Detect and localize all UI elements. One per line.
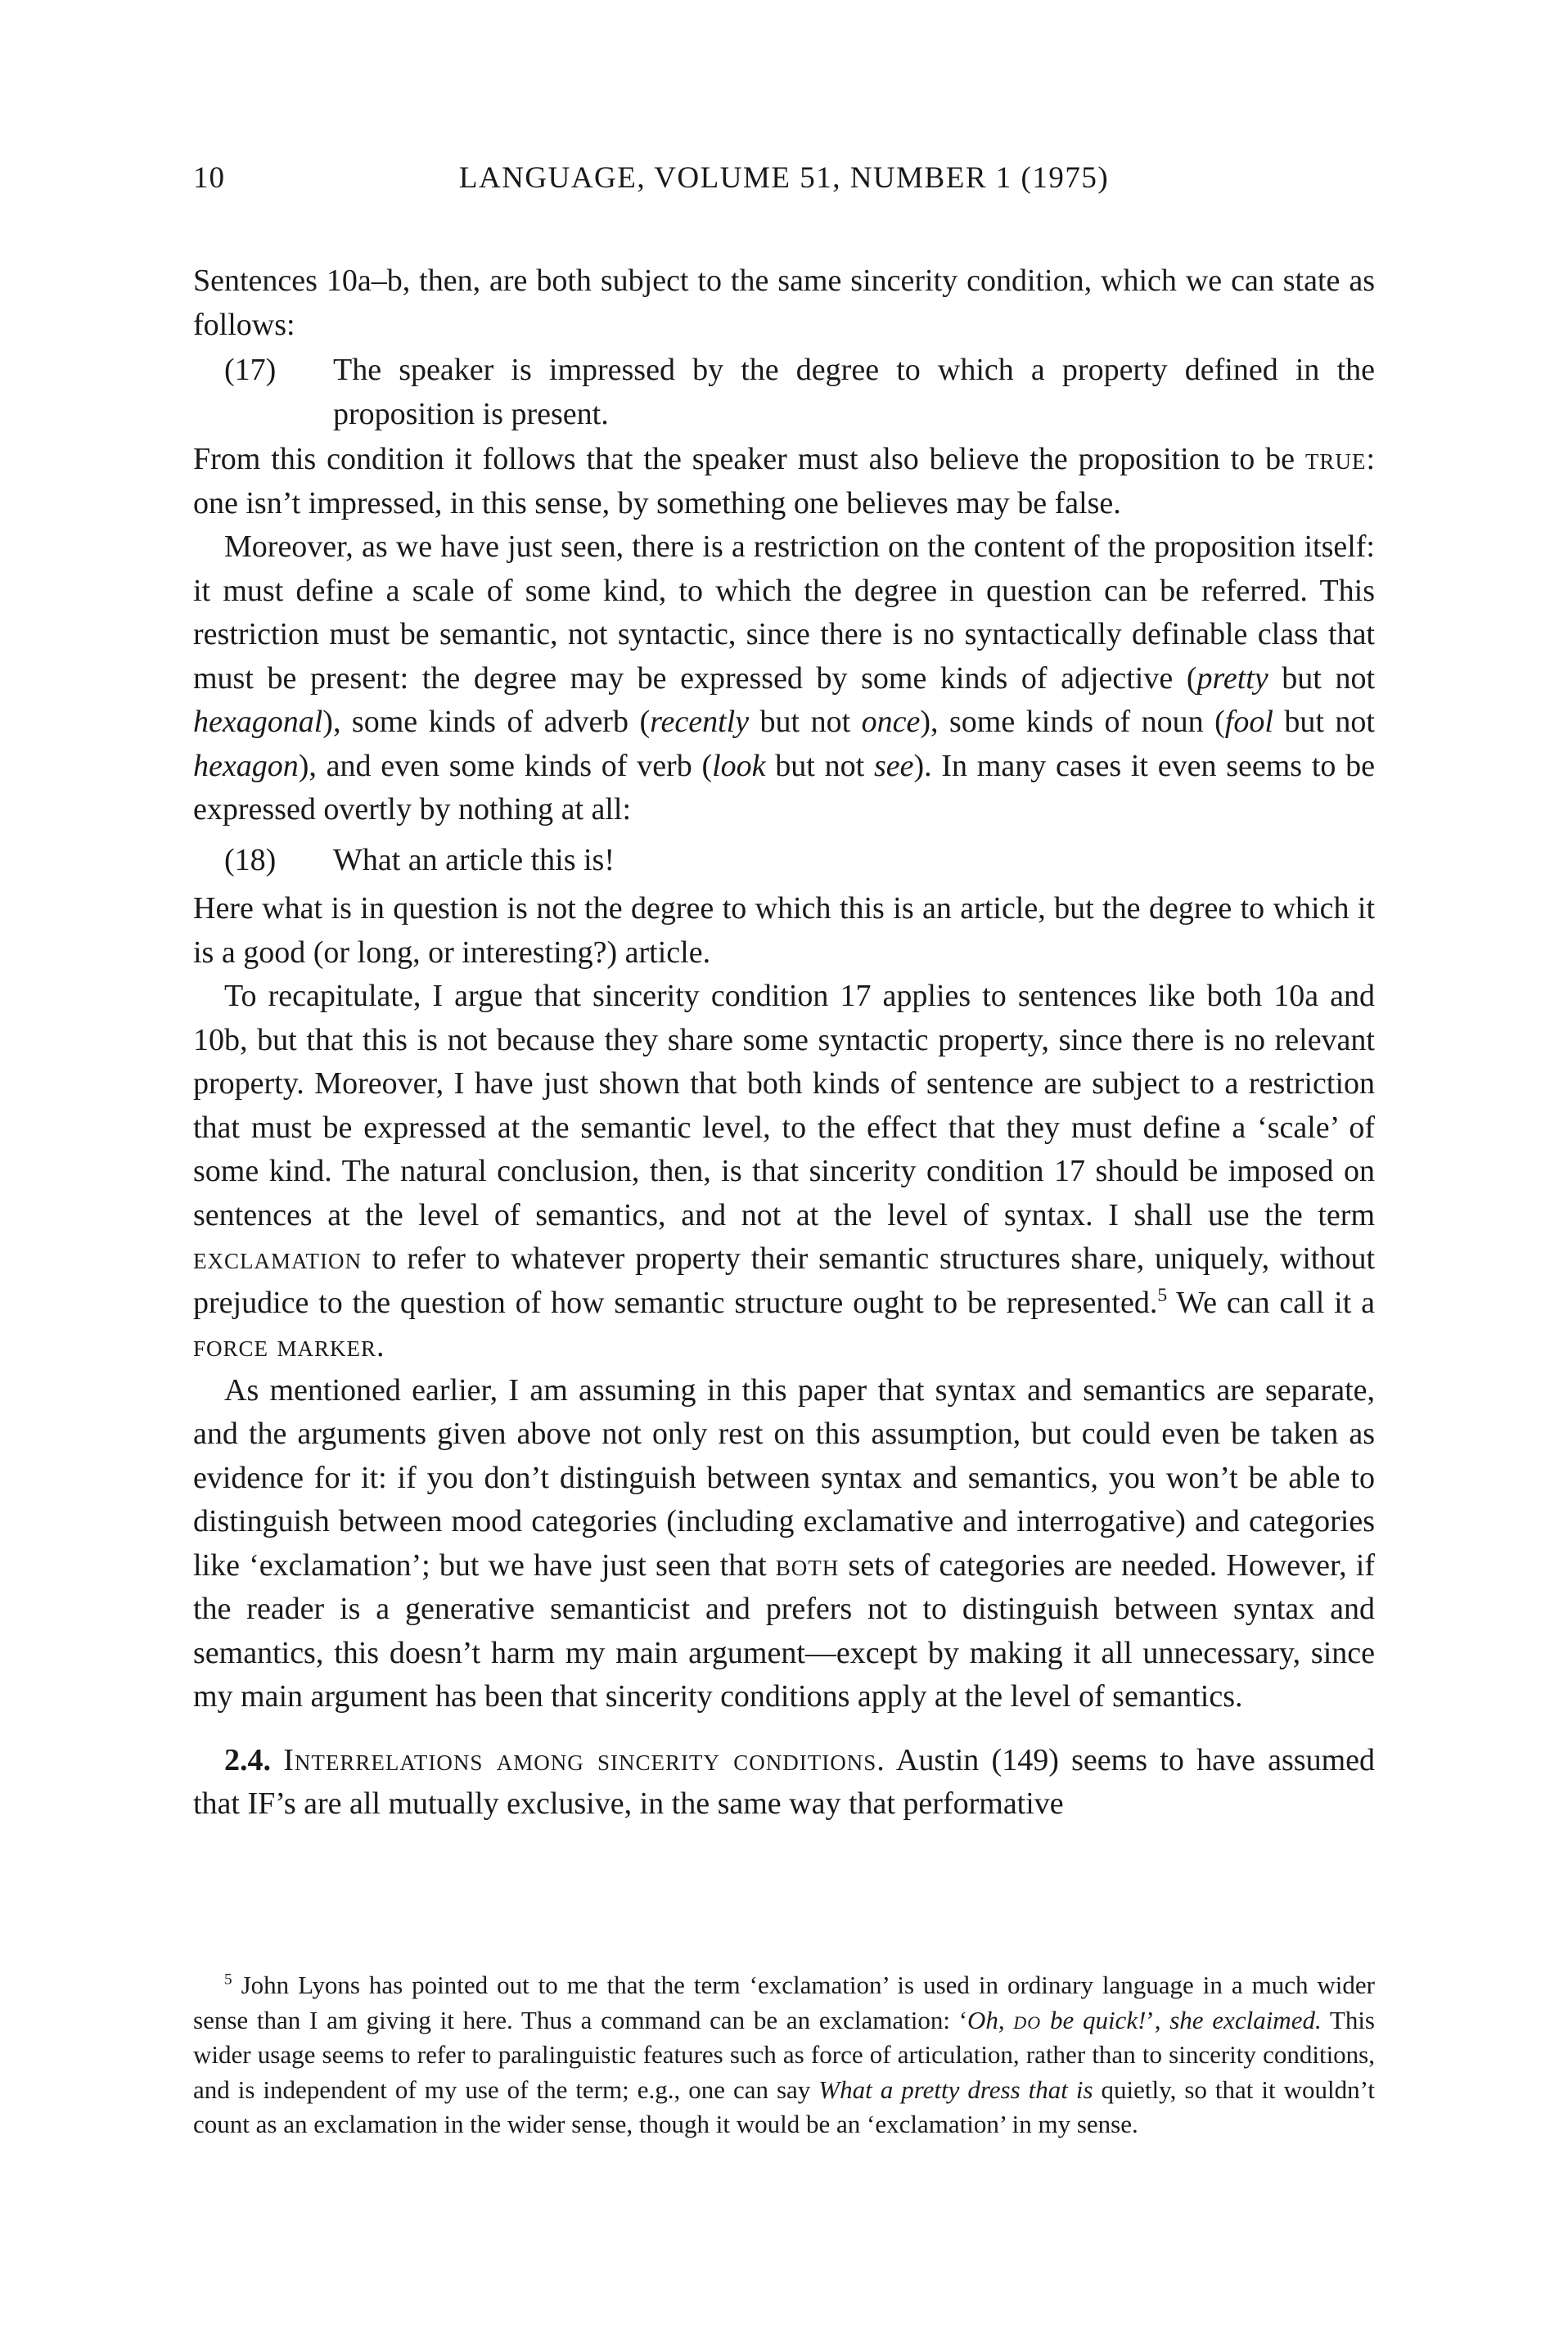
example-17 xyxy=(193,349,1375,436)
footnote-5: $^5$ John Lyons has pointed out to me that the term ‘exclamation’ is used in ordinary language in a much wider sense than I am giving it here. Thus a command can be an exclamation: ‘Oh, do be quick!’, she exclaimed. This wider usage seems to refer to paralinguistic features such as force of articulation, rather than to sincerity conditions, and is independent of my use of the term; e.g., one can say What a pretty dress that is quietly, so that it wouldn’t count as an exclamation in the wider sense, though it would be an ‘exclamation’ in my sense. xyxy=(193,1971,1375,2138)
main-text xyxy=(193,259,1375,1827)
paragraph-3: Moreover, as we have just seen, there is a restriction on the content of the proposition itself: it must define a scale of some kind, to which the degree in question can be referred. This restriction must be semantic, not syntactic, since there is no syntactically definable class that must be present: the degree may be expressed by some kinds of adjective (pretty but not hexagonal), some kinds of adverb (recently but not once), some kinds of noun (fool but not hexagon), and even some kinds of verb (look but not see). In many cases it even seems to be expressed overtly by nothing at all: xyxy=(193,529,1376,827)
example-18 xyxy=(193,839,1375,883)
running-title: LANGUAGE, VOLUME 51, NUMBER 1 (1975) xyxy=(458,161,1110,195)
paragraph-2: From this condition it follows that the speaker must also believe the proposition to be true: one isn’t impressed, in this sense, by something one believes may be false. xyxy=(193,442,1375,520)
section-number: 2.4. xyxy=(224,1742,271,1777)
paragraph-5: To recapitulate, I argue that sincerity condition 17 applies to sentences like both 10a and 10b, but that this is not because they share some syntactic property, since there is no relevant property. Moreover, I have just shown that both kinds of sentence are subject to a restriction that must be expressed at the semantic level, to the effect that they must define a ‘scale’ of some kind. The natural conclusion, then, is that sincerity condition 17 should be imposed on sentences at the level of semantics, and not at the level of syntax. I shall use the term exclamation to refer to whatever property their semantic structures share, uniquely, without prejudice to the question of how semantic structure ought to be represented.$^5$ We can call it a force marker. xyxy=(193,979,1375,1363)
footnote-number: 5 xyxy=(224,1971,232,1989)
example-text: What an article this is! xyxy=(333,842,615,877)
paragraph-1: Sentences 10a–b, then, are both subject to the same sincerity condition, which we can state as follows: xyxy=(193,264,1375,342)
section-heading: Interrelations among sincerity conditions. xyxy=(283,1742,885,1777)
section-2-4: 2.4. Interrelations among sincerity conditions. Austin (149) seems to have assumed that IF’s are all mutually exclusive, in the same way that performative xyxy=(193,1742,1375,1821)
footnote-marker[interactable]: 5 xyxy=(1157,1284,1168,1306)
example-number: (18) xyxy=(224,842,277,877)
example-text: The speaker is impressed by the degree to which a property defined in the proposition is present. xyxy=(333,353,1375,431)
paragraph-4: Here what is in question is not the degree to which this is an article, but the degree to which it is a good (or long, or interesting?) article. xyxy=(193,891,1375,970)
running-header xyxy=(193,160,1375,209)
paragraph-6: As mentioned earlier, I am assuming in this paper that syntax and semantics are separate, and the arguments given above not only rest on this assumption, but could even be taken as evidence for it: if you don’t distinguish between syntax and semantics, you won’t be able to distinguish between mood categories (including exclamative and interrogative) and categories like ‘exclamation’; but we have just seen that both sets of categories are needed. However, if the reader is a generative semanticist and prefers not to distinguish between syntax and semantics, this doesn’t harm my main argument—except by making it all unnecessary, since my main argument has been that sincerity conditions apply at the level of semantics. xyxy=(193,1372,1376,1714)
page-number: 10 xyxy=(193,161,225,195)
example-number: (17) xyxy=(224,353,277,387)
